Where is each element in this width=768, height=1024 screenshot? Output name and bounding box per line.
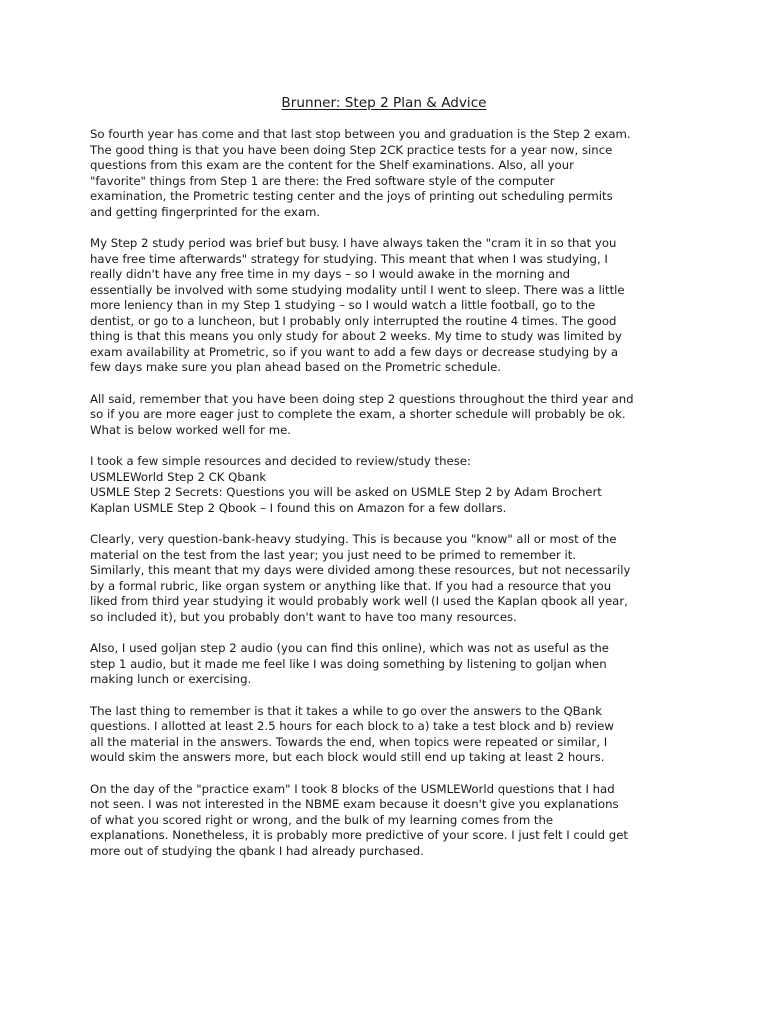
- paragraph-practice-exam: On the day of the "practice exam" I took 8 blocks of the USMLEWorld questions that I had not seen. I was not interested in the NBME exam because it doesn't give you explanations of what you scored right or wrong, and the bulk of my learning comes from the explanations. Nonetheless, it is probably more predictive of your score. I just felt I could get more out of studying the qbank I had already purchased.: [90, 781, 628, 858]
- paragraph-all-said: All said, remember that you have been doing step 2 questions throughout the third year and so if you are more eager just to complete the exam, a shorter schedule will probably be ok. What is below worked well for me.: [90, 391, 634, 437]
- resource-item-kaplan-qbook: Kaplan USMLE Step 2 Qbook – I found this on Amazon for a few dollars.: [90, 500, 507, 515]
- document-title: [0, 94, 768, 112]
- document-body: [90, 127, 690, 875]
- paragraph-study-period: My Step 2 study period was brief but busy. I have always taken the "cram it in so that you have free time afterwards" strategy for studying. This meant that when I was studying, I really didn't have any free time in my days – so I would awake in the morning and essentially be involved with some studying modality until I went to sleep. There was a little more leniency than in my Step 1 studying – so I would watch a little football, go to the dentist, or go to a luncheon, but I probably only interrupted the routine 4 times. The good thing is that this means you only study for about 2 weeks. My time to study was limited by exam availability at Prometric, so if you want to add a few days or decrease studying by a few days make sure you plan ahead based on the Prometric schedule.: [90, 236, 625, 374]
- paragraph-qbank-answers: The last thing to remember is that it takes a while to go over the answers to the QBank questions. I allotted at least 2.5 hours for each block to a) take a test block and b) review all the material in the answers. Towards the end, when topics were repeated or similar, I would skim the answers more, but each block would still end up taking at least 2 hours.: [90, 703, 614, 764]
- paragraph-intro: So fourth year has come and that last stop between you and graduation is the Step 2 exam. The good thing is that you have been doing Step 2CK practice tests for a year now, since questions from this exam are the content for the Shelf examinations. Also, all your "favorite" things from Step 1 are there: the Fred software style of the computer examination, the Prometric testing center and the joys of printing out scheduling permits and getting fingerprinted for the exam.: [90, 127, 631, 219]
- paragraph-question-bank-heavy: Clearly, very question-bank-heavy studying. This is because you "know" all or most of the material on the test from the last year; you just need to be primed to remember it. Similarly, this meant that my days were divided among these resources, but not necessarily by a formal rubric, like organ system or anything like that. If you had a resource that you liked from third year studying it would probably work well (I used the Kaplan qbook all year, so included it), but you probably don't want to have too many resources.: [90, 532, 631, 624]
- resource-item-step2-secrets: USMLE Step 2 Secrets: Questions you will be asked on USMLE Step 2 by Adam Brochert: [90, 485, 602, 499]
- resource-item-usmleworld: USMLEWorld Step 2 CK Qbank: [90, 469, 267, 484]
- document-title-text: Brunner: Step 2 Plan & Advice: [281, 95, 487, 111]
- paragraph-resources-intro: I took a few simple resources and decided to review/study these:: [90, 454, 471, 468]
- paragraph-goljan-audio: Also, I used goljan step 2 audio (you can find this online), which was not as useful as the step 1 audio, but it made me feel like I was doing something by listening to goljan when making lunch or exercising.: [90, 641, 609, 686]
